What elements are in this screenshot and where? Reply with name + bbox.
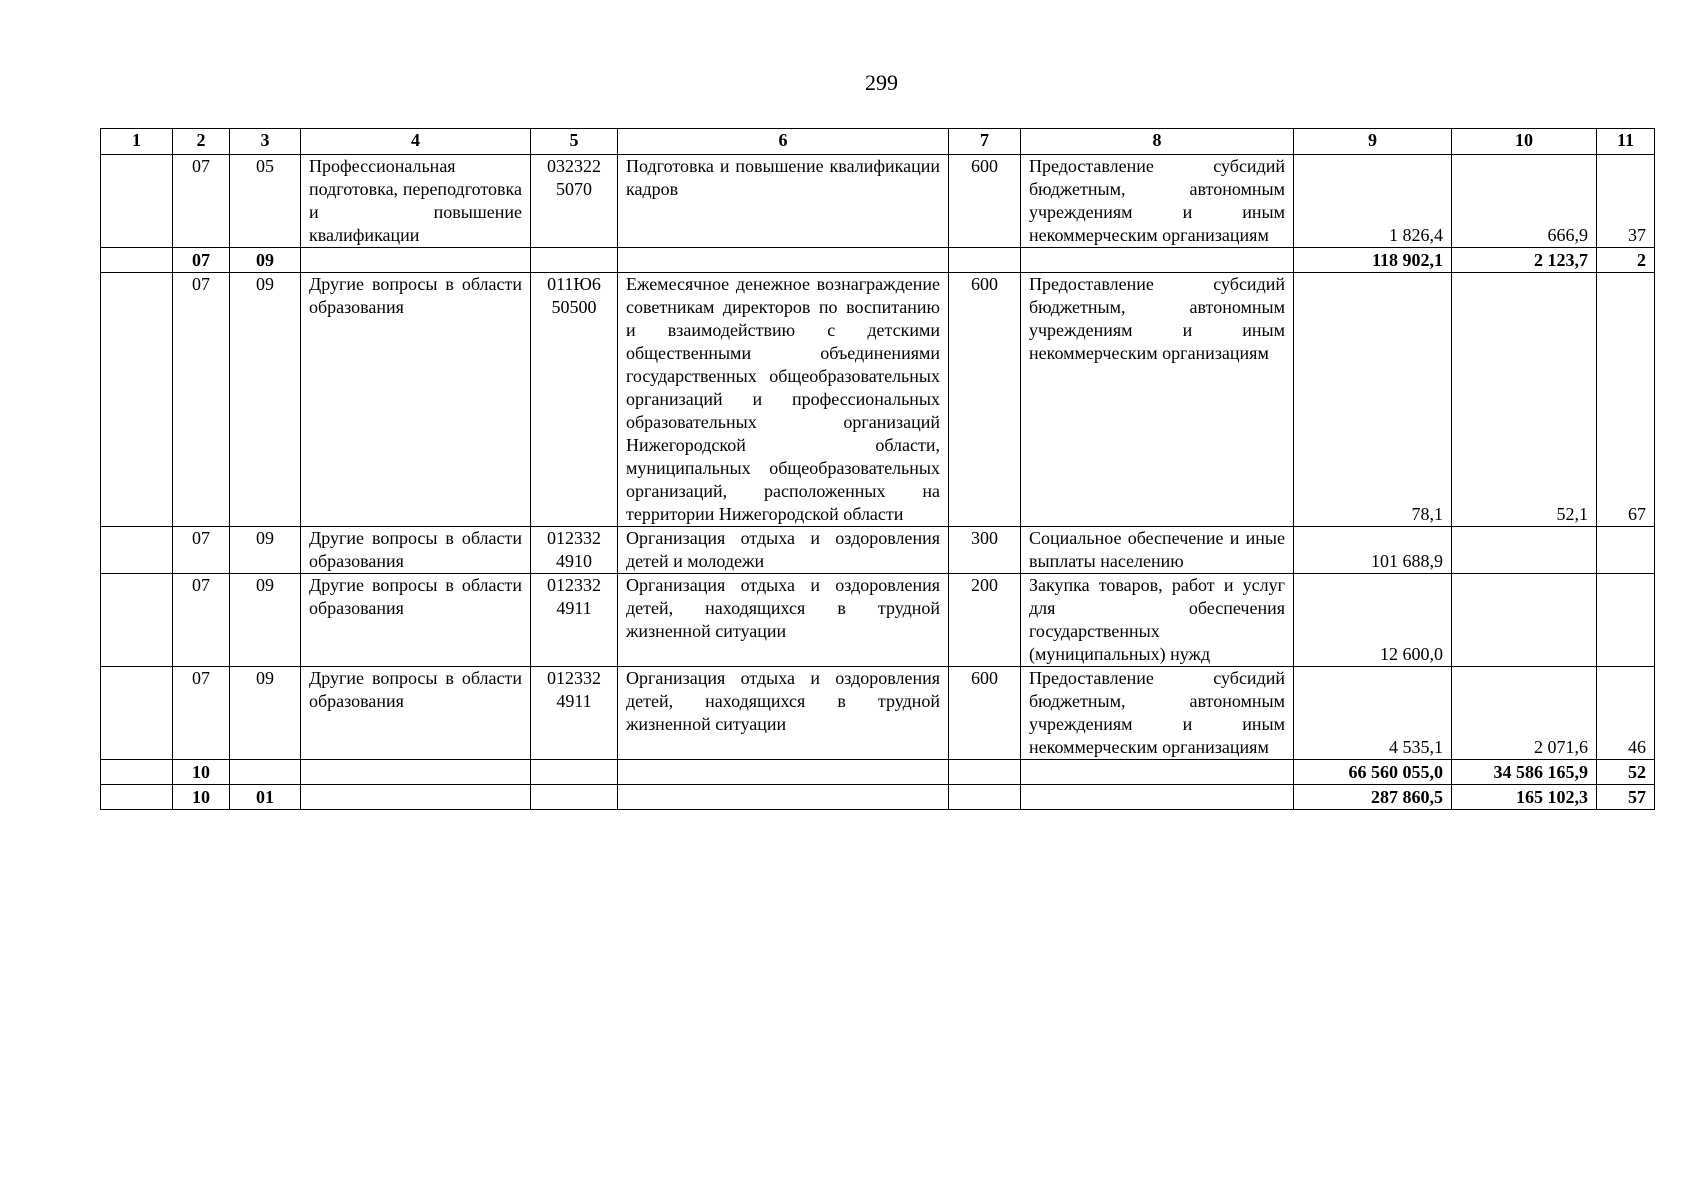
table-row (101, 273, 1655, 527)
table-row (101, 574, 1655, 667)
cell-subsection: 09 (230, 248, 301, 273)
cell-target-code (531, 785, 618, 810)
cell-col1 (101, 760, 173, 785)
cell-col11-percent: 57 (1597, 785, 1655, 810)
cell-col9-amount: 118 902,1 (1294, 248, 1452, 273)
col-header-5: 5 (531, 129, 618, 155)
cell-subsection: 09 (230, 667, 301, 760)
cell-target-code: 032322 5070 (531, 155, 618, 248)
cell-col10-amount: 2 071,6 (1452, 667, 1597, 760)
cell-section: 10 (173, 785, 230, 810)
cell-target-name (618, 760, 949, 785)
cell-col11-percent (1597, 527, 1655, 574)
cell-expense-name: Предоставление субсидий бюджетным, автономным учреждениям и иным некоммерческим организациям (1021, 273, 1294, 527)
cell-col10-amount: 165 102,3 (1452, 785, 1597, 810)
cell-subsection-name: Другие вопросы в области образования (301, 273, 531, 527)
cell-col10-amount (1452, 574, 1597, 667)
cell-expense-name: Предоставление субсидий бюджетным, автономным учреждениям и иным некоммерческим организациям (1021, 667, 1294, 760)
cell-col11-percent: 46 (1597, 667, 1655, 760)
col-header-6: 6 (618, 129, 949, 155)
cell-subsection-name: Другие вопросы в области образования (301, 667, 531, 760)
cell-expense-type: 600 (949, 667, 1021, 760)
cell-subsection: 09 (230, 273, 301, 527)
cell-col9-amount: 101 688,9 (1294, 527, 1452, 574)
cell-expense-type (949, 785, 1021, 810)
cell-target-code: 012332 4911 (531, 574, 618, 667)
cell-col9-amount: 4 535,1 (1294, 667, 1452, 760)
cell-target-code (531, 760, 618, 785)
cell-subsection: 09 (230, 574, 301, 667)
cell-expense-name: Социальное обеспечение и иные выплаты населению (1021, 527, 1294, 574)
cell-subsection-name (301, 785, 531, 810)
cell-subsection-name: Другие вопросы в области образования (301, 574, 531, 667)
cell-col9-amount: 1 826,4 (1294, 155, 1452, 248)
subtotal-row (101, 248, 1655, 273)
cell-expense-type: 600 (949, 273, 1021, 527)
cell-col1 (101, 785, 173, 810)
cell-section: 10 (173, 760, 230, 785)
cell-expense-type: 300 (949, 527, 1021, 574)
col-header-4: 4 (301, 129, 531, 155)
cell-section: 07 (173, 273, 230, 527)
cell-expense-name (1021, 760, 1294, 785)
cell-col10-amount: 52,1 (1452, 273, 1597, 527)
subtotal-row (101, 760, 1655, 785)
cell-target-name: Подготовка и повышение квалификации кадров (618, 155, 949, 248)
cell-col11-percent: 37 (1597, 155, 1655, 248)
cell-col11-percent (1597, 574, 1655, 667)
col-header-8: 8 (1021, 129, 1294, 155)
col-header-2: 2 (173, 129, 230, 155)
cell-col10-amount: 2 123,7 (1452, 248, 1597, 273)
cell-col11-percent: 52 (1597, 760, 1655, 785)
cell-target-name (618, 248, 949, 273)
cell-section: 07 (173, 155, 230, 248)
subtotal-row (101, 785, 1655, 810)
col-header-10: 10 (1452, 129, 1597, 155)
table-row (101, 667, 1655, 760)
col-header-7: 7 (949, 129, 1021, 155)
cell-col1 (101, 667, 173, 760)
cell-col1 (101, 155, 173, 248)
cell-subsection-name: Профессиональная подготовка, переподготовка и повышение квалификации (301, 155, 531, 248)
cell-col10-amount: 666,9 (1452, 155, 1597, 248)
cell-col9-amount: 78,1 (1294, 273, 1452, 527)
cell-col10-amount: 34 586 165,9 (1452, 760, 1597, 785)
cell-section: 07 (173, 574, 230, 667)
cell-subsection: 09 (230, 527, 301, 574)
cell-col1 (101, 273, 173, 527)
cell-col10-amount (1452, 527, 1597, 574)
cell-col1 (101, 574, 173, 667)
cell-target-name: Организация отдыха и оздоровления детей, находящихся в трудной жизненной ситуации (618, 574, 949, 667)
cell-subsection-name: Другие вопросы в области образования (301, 527, 531, 574)
cell-col1 (101, 248, 173, 273)
cell-subsection (230, 760, 301, 785)
cell-expense-name: Предоставление субсидий бюджетным, автономным учреждениям и иным некоммерческим организациям (1021, 155, 1294, 248)
cell-expense-name (1021, 248, 1294, 273)
page-number: 299 (865, 70, 898, 95)
cell-target-name: Организация отдыха и оздоровления детей и молодежи (618, 527, 949, 574)
cell-target-code: 011Ю6 50500 (531, 273, 618, 527)
cell-target-code (531, 248, 618, 273)
col-header-1: 1 (101, 129, 173, 155)
header-row (101, 129, 1655, 155)
cell-subsection-name (301, 248, 531, 273)
cell-expense-name: Закупка товаров, работ и услуг для обеспечения государственных (муниципальных) нужд (1021, 574, 1294, 667)
cell-section: 07 (173, 248, 230, 273)
col-header-11: 11 (1597, 129, 1655, 155)
cell-target-name: Организация отдыха и оздоровления детей, находящихся в трудной жизненной ситуации (618, 667, 949, 760)
cell-col1 (101, 527, 173, 574)
table-row (101, 155, 1655, 248)
cell-expense-type: 600 (949, 155, 1021, 248)
cell-target-code: 012332 4911 (531, 667, 618, 760)
cell-section: 07 (173, 667, 230, 760)
cell-subsection-name (301, 760, 531, 785)
cell-col9-amount: 66 560 055,0 (1294, 760, 1452, 785)
cell-col9-amount: 287 860,5 (1294, 785, 1452, 810)
cell-target-name: Ежемесячное денежное вознаграждение советникам директоров по воспитанию и взаимодействию с детскими общественными объединениями государственных общеобразовательных организаций и профессиональных образовательных организаций Нижегородской области, муниципальных общеобразовательных организаций, расположенных на территории Нижегородской области (618, 273, 949, 527)
cell-col9-amount: 12 600,0 (1294, 574, 1452, 667)
cell-expense-name (1021, 785, 1294, 810)
cell-subsection: 05 (230, 155, 301, 248)
budget-table (100, 128, 1655, 810)
table-row (101, 527, 1655, 574)
col-header-9: 9 (1294, 129, 1452, 155)
cell-subsection: 01 (230, 785, 301, 810)
cell-section: 07 (173, 527, 230, 574)
cell-expense-type (949, 248, 1021, 273)
cell-col11-percent: 67 (1597, 273, 1655, 527)
cell-expense-type: 200 (949, 574, 1021, 667)
cell-target-code: 012332 4910 (531, 527, 618, 574)
cell-target-name (618, 785, 949, 810)
cell-col11-percent: 2 (1597, 248, 1655, 273)
cell-expense-type (949, 760, 1021, 785)
col-header-3: 3 (230, 129, 301, 155)
